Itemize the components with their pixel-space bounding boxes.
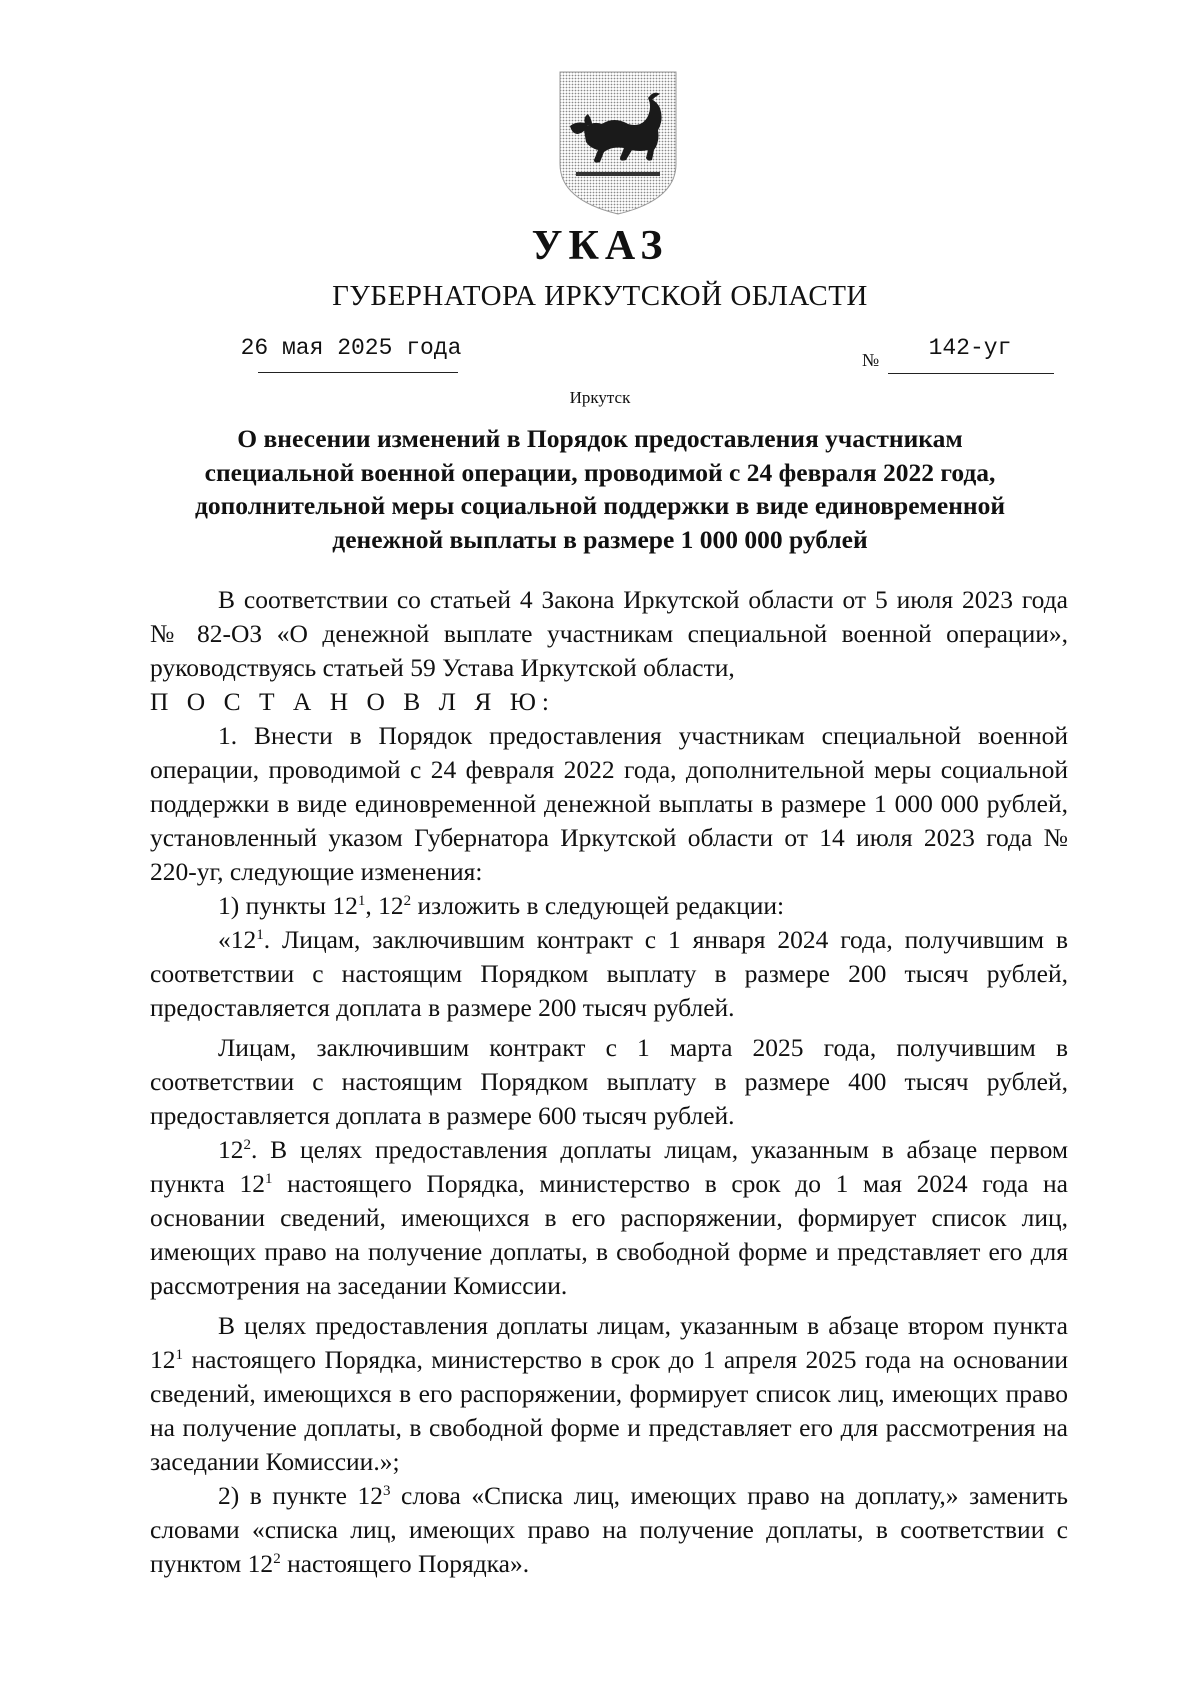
decree-heading bbox=[120, 422, 1080, 556]
decree-city: Иркутск bbox=[569, 388, 631, 407]
heading-line: денежной выплаты в размере 1 000 000 рублей bbox=[332, 524, 868, 554]
heading-line: О внесении изменений в Порядок предоставления участникам bbox=[237, 424, 963, 453]
point-12-1-second-paragraph: Лицам, заключившим контракт с 1 марта 2025 года, получившим в соответствии с настоящим Порядком выплату в размере 400 тысяч рублей, предоставляется доплата в размере 600 тысяч рублей. bbox=[150, 1033, 1068, 1130]
decree-number: 142-уг bbox=[928, 335, 1012, 361]
document-subtitle: ГУБЕРНАТОРА ИРКУТСКОЙ ОБЛАСТИ bbox=[332, 280, 868, 312]
point-12-1-paragraph: «$12^1$. Лицам, заключившим контракт с 1 января 2024 года, получившим в соответствии с настоящим Порядком выплату в размере 200 тысяч рублей, предоставляется доплата в размере 200 тысяч рублей. bbox=[150, 925, 1068, 1022]
decree-word: П О С Т А Н О В Л Я Ю: bbox=[150, 687, 556, 716]
decree-date: 26 мая 2025 года bbox=[240, 335, 462, 361]
number-underline bbox=[888, 373, 1054, 374]
number-sign: № bbox=[862, 350, 880, 370]
coat-of-arms-icon bbox=[556, 68, 680, 218]
decree-body bbox=[150, 583, 1068, 1581]
item-1-paragraph: 1. Внести в Порядок предоставления участникам специальной военной операции, проводимой с 24 февраля 2022 года, дополнительной меры социальной поддержки в виде единовременной денежной выплаты в размере 1 000 000 рублей, установленный указом Губернатора Иркутской области от 14 июля 2023 года № 220-уг, следующие изменения: bbox=[150, 721, 1068, 886]
heading-line: специальной военной операции, проводимой с 24 февраля 2022 года, bbox=[204, 457, 996, 487]
subitem-1-paragraph: 1) пункты $12^1$, $12^2$ изложить в следующей редакции: bbox=[218, 891, 785, 920]
heading-line: дополнительной меры социальной поддержки в виде единовременной bbox=[194, 491, 1006, 520]
point-12-2-paragraph: $12^2$. В целях предоставления доплаты лицам, указанным в абзаце первом пункта $12^1$ настоящего Порядка, министерство в срок до 1 мая 2024 года на основании сведений, имеющихся в его распоряжении, формирует список лиц, имеющих право на получение доплаты, в свободной форме и представляет его для рассмотрения на заседании Комиссии. bbox=[150, 1135, 1068, 1300]
point-12-2-second-paragraph: В целях предоставления доплаты лицам, указанным в абзаце втором пункта $12^1$ настоящего Порядка, министерство в срок до 1 апреля 2025 года на основании сведений, имеющихся в его распоряжении, формирует список лиц, имеющих право на получение доплаты, в свободной форме и представляет его для рассмотрения на заседании Комиссии.»; bbox=[150, 1311, 1068, 1476]
date-underline bbox=[258, 372, 458, 373]
subitem-2-paragraph: 2) в пункте $12^3$ слова «Списка лиц, имеющих право на доплату,» заменить словами «списка лиц, имеющих право на получение доплаты, в соответствии с пунктом $12^2$ настоящего Порядка». bbox=[150, 1481, 1068, 1578]
preamble-paragraph: В соответствии со статьей 4 Закона Иркутской области от 5 июля 2023 года № 82-ОЗ «О денежной выплате участникам специальной военной операции», руководствуясь статьей 59 Устава Иркутской области, bbox=[150, 585, 1068, 682]
document-title: УКАЗ bbox=[531, 223, 669, 269]
